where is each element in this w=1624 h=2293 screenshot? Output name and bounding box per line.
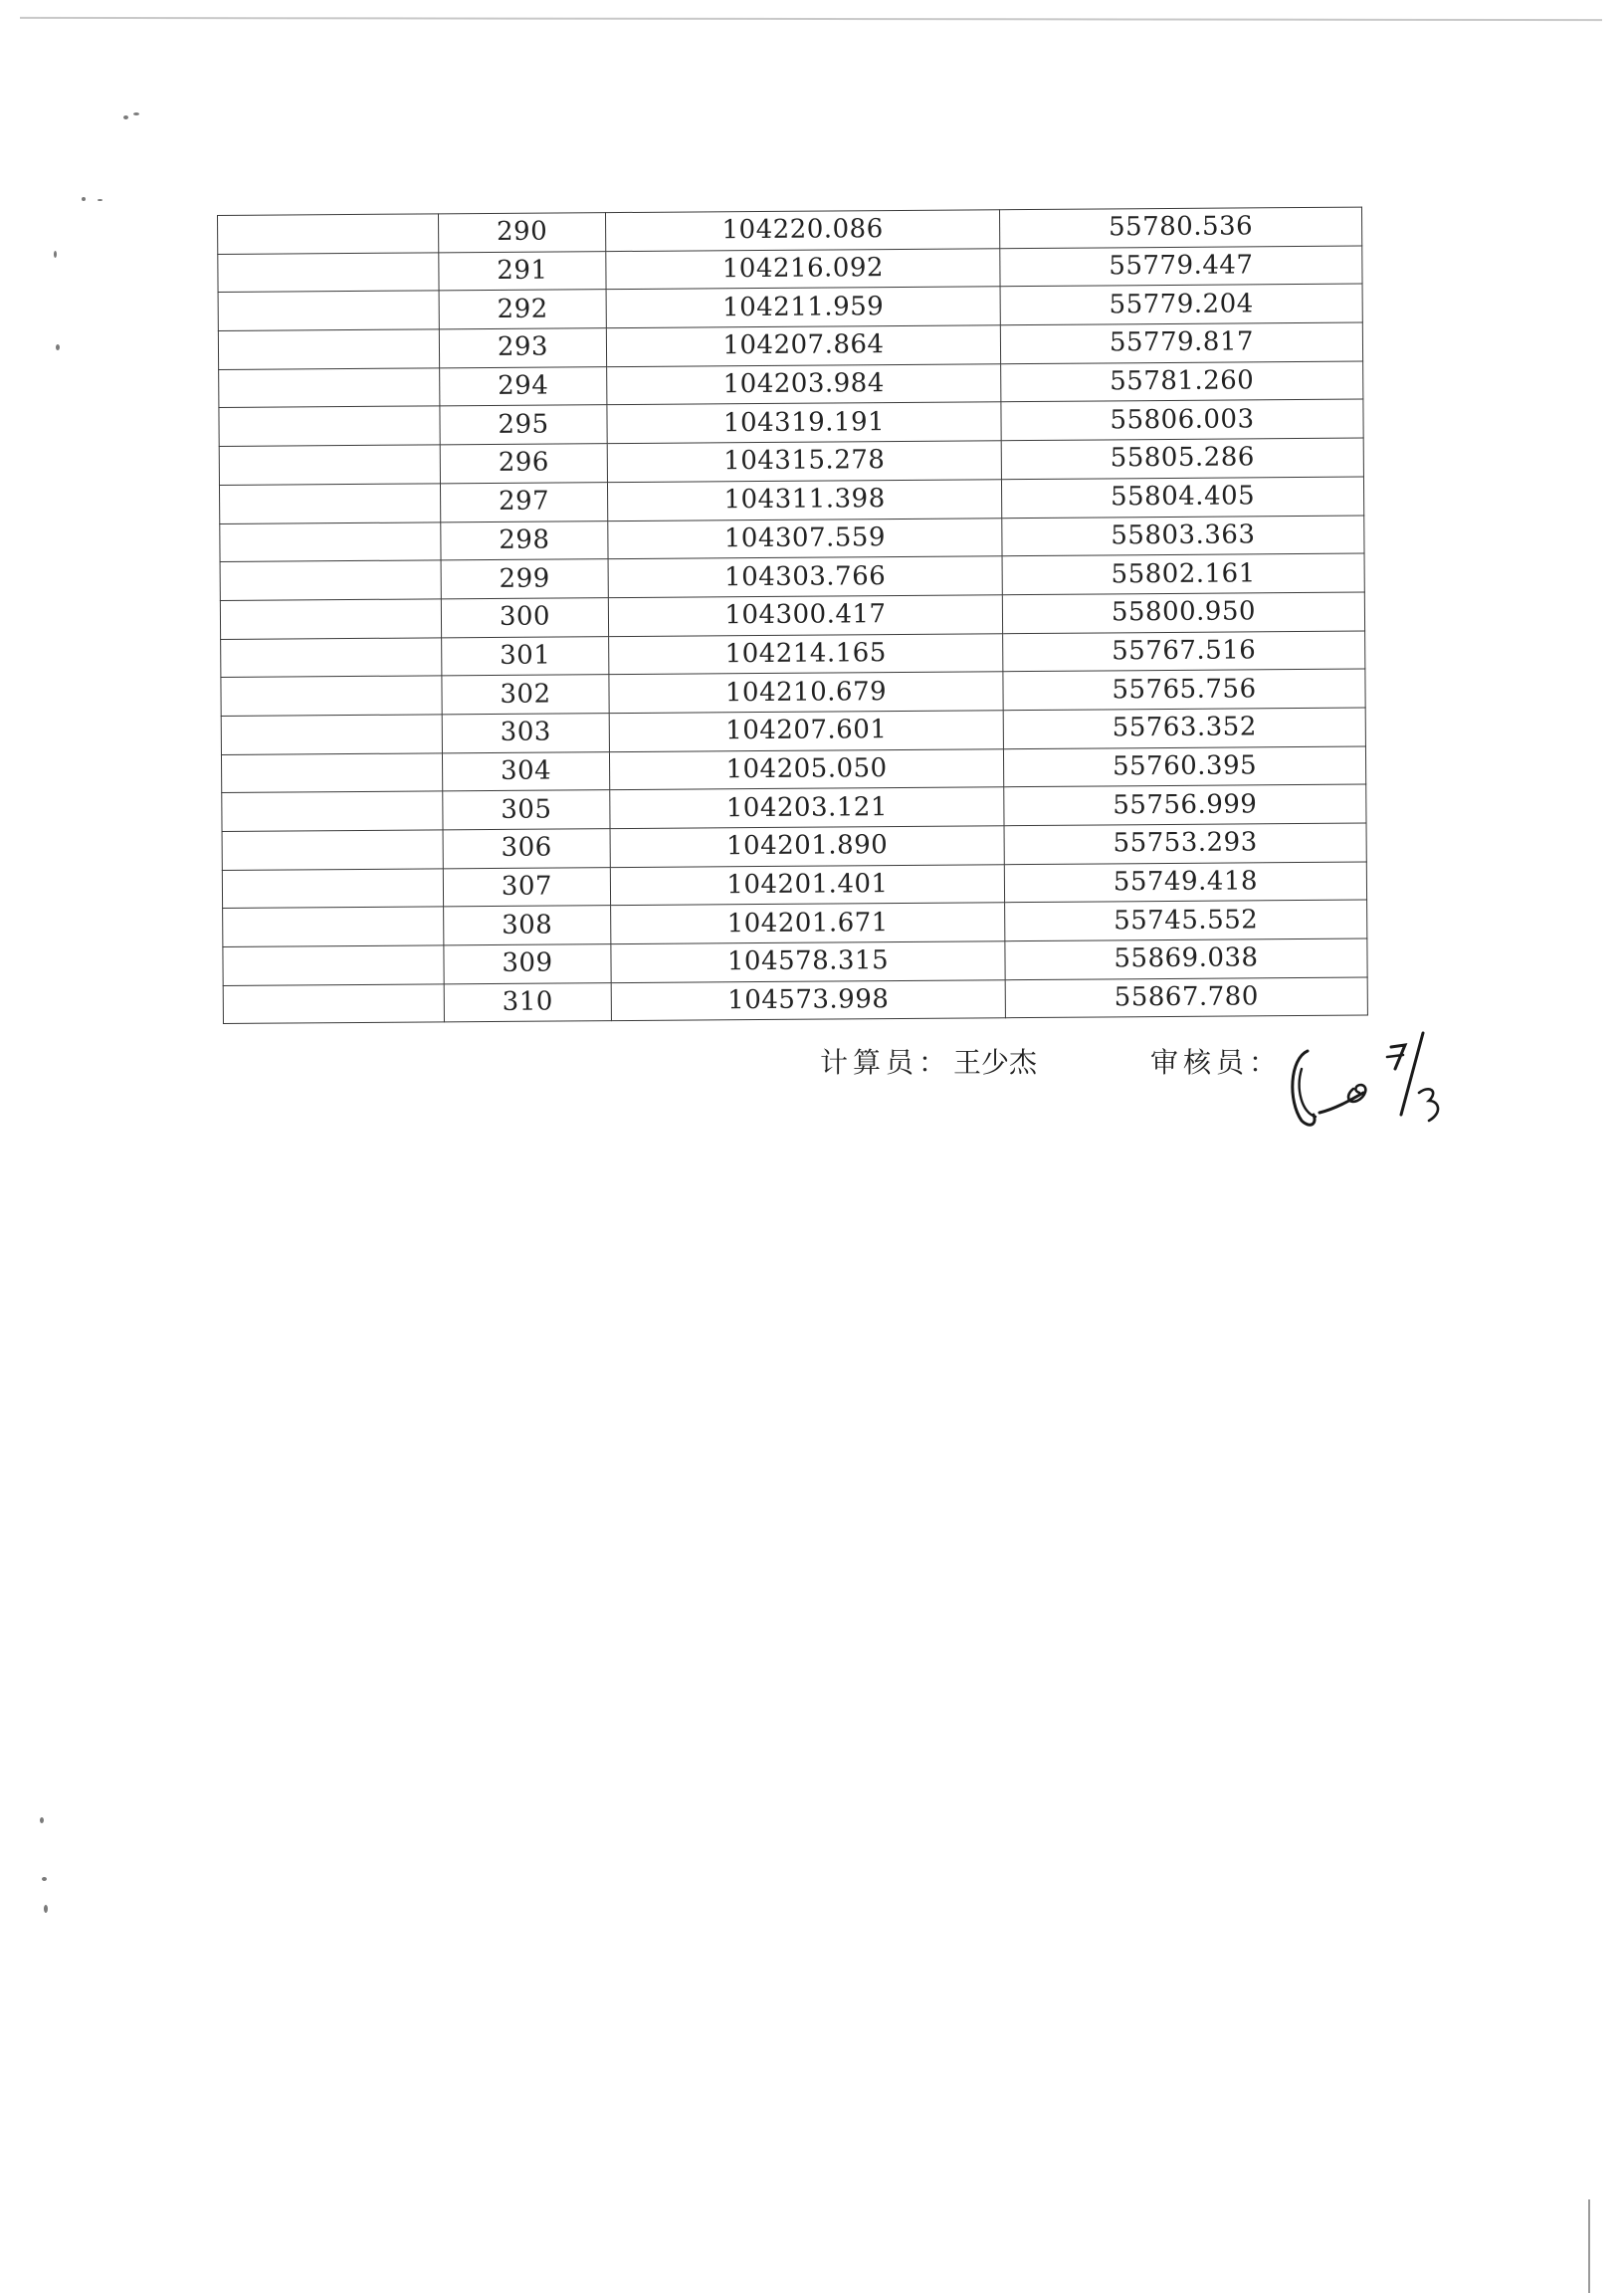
y-coordinate-cell: 55765.756: [1003, 669, 1365, 710]
y-coordinate-cell: 55781.260: [1001, 361, 1363, 402]
label-cell: [223, 945, 444, 985]
label-cell: [219, 368, 440, 408]
label-cell: [223, 907, 444, 946]
point-number-cell: 295: [440, 405, 607, 445]
x-coordinate-cell: 104300.417: [608, 595, 1002, 637]
y-coordinate-cell: 55749.418: [1004, 862, 1366, 903]
coordinate-table: [217, 207, 1368, 1025]
label-cell: [221, 752, 442, 792]
y-coordinate-cell: 55780.536: [999, 207, 1361, 248]
point-number-cell: 293: [439, 328, 606, 368]
x-coordinate-cell: 104205.050: [609, 748, 1003, 790]
point-number-cell: 298: [441, 521, 608, 560]
coordinate-table-body: [218, 207, 1368, 1024]
y-coordinate-cell: 55756.999: [1004, 784, 1366, 825]
x-coordinate-cell: 104214.165: [609, 633, 1003, 675]
y-coordinate-cell: 55806.003: [1001, 399, 1363, 440]
point-number-cell: 304: [442, 751, 609, 791]
calculator-name: 王少杰: [953, 1046, 1038, 1079]
point-number-cell: 296: [440, 444, 607, 484]
point-number-cell: 309: [444, 944, 611, 984]
scan-speck: [82, 197, 86, 201]
x-coordinate-cell: 104311.398: [607, 480, 1001, 521]
y-coordinate-cell: 55805.286: [1001, 438, 1363, 479]
label-cell: [220, 560, 441, 600]
x-coordinate-cell: 104573.998: [611, 979, 1005, 1021]
y-coordinate-cell: 55867.780: [1005, 977, 1367, 1018]
label-cell: [220, 599, 441, 639]
label-cell: [218, 253, 439, 293]
point-number-cell: 294: [440, 366, 607, 406]
scan-speck: [56, 344, 60, 350]
label-cell: [219, 445, 440, 485]
x-coordinate-cell: 104578.315: [611, 941, 1005, 983]
label-cell: [220, 521, 441, 561]
label-cell: [218, 214, 439, 254]
y-coordinate-cell: 55745.552: [1005, 900, 1367, 940]
x-coordinate-cell: 104210.679: [609, 672, 1003, 714]
scan-speck: [54, 251, 57, 258]
point-number-cell: 292: [439, 290, 606, 329]
x-coordinate-cell: 104203.984: [607, 363, 1001, 405]
x-coordinate-cell: 104207.864: [606, 325, 1000, 367]
point-number-cell: 300: [441, 598, 608, 638]
coordinate-sheet: [217, 207, 1367, 1025]
scan-speck: [44, 1905, 48, 1913]
x-coordinate-cell: 104201.890: [610, 826, 1004, 868]
x-coordinate-cell: 104216.092: [606, 248, 1000, 290]
point-number-cell: 301: [442, 636, 609, 676]
point-number-cell: 290: [438, 213, 605, 253]
x-coordinate-cell: 104207.601: [609, 711, 1003, 752]
x-coordinate-cell: 104211.959: [606, 287, 1000, 328]
point-number-cell: 291: [439, 251, 606, 291]
label-cell: [222, 791, 443, 831]
y-coordinate-cell: 55767.516: [1003, 631, 1365, 672]
y-coordinate-cell: 55869.038: [1005, 938, 1367, 979]
scan-right-edge: [1588, 2199, 1590, 2293]
x-coordinate-cell: 104315.278: [607, 441, 1001, 483]
x-coordinate-cell: 104319.191: [607, 402, 1001, 444]
point-number-cell: 299: [441, 559, 608, 599]
label-cell: [221, 715, 442, 754]
y-coordinate-cell: 55804.405: [1001, 477, 1363, 518]
label-cell: [223, 984, 444, 1024]
y-coordinate-cell: 55753.293: [1004, 823, 1366, 864]
point-number-cell: 305: [443, 790, 610, 830]
scan-speck: [98, 199, 102, 201]
label-cell: [222, 869, 443, 909]
x-coordinate-cell: 104203.121: [610, 787, 1004, 829]
scan-speck: [133, 112, 139, 115]
point-number-cell: 310: [444, 982, 611, 1022]
x-coordinate-cell: 104220.086: [605, 210, 999, 252]
x-coordinate-cell: 104201.671: [611, 903, 1005, 944]
y-coordinate-cell: 55760.395: [1003, 746, 1365, 787]
label-cell: [219, 484, 440, 523]
point-number-cell: 307: [443, 867, 610, 907]
point-number-cell: 308: [444, 906, 611, 945]
y-coordinate-cell: 55779.204: [1000, 284, 1362, 324]
calculator-label: 计算员：: [820, 1046, 952, 1079]
x-coordinate-cell: 104201.401: [610, 864, 1004, 906]
x-coordinate-cell: 104307.559: [608, 518, 1002, 559]
label-cell: [219, 406, 440, 446]
reviewer-label: 审核员：: [1150, 1046, 1283, 1079]
scan-speck: [40, 1817, 44, 1823]
reviewer-handwritten-signature: [1284, 1029, 1463, 1139]
label-cell: [218, 329, 439, 369]
point-number-cell: 302: [442, 675, 609, 715]
y-coordinate-cell: 55803.363: [1002, 516, 1364, 556]
table-row: [223, 977, 1367, 1024]
point-number-cell: 303: [442, 714, 609, 753]
signature-line: [0, 1041, 1624, 1150]
scan-speck: [42, 1877, 47, 1881]
label-cell: [221, 637, 442, 677]
y-coordinate-cell: 55763.352: [1003, 708, 1365, 748]
y-coordinate-cell: 55779.817: [1000, 322, 1362, 363]
y-coordinate-cell: 55800.950: [1002, 592, 1364, 633]
scan-speck: [123, 115, 128, 119]
y-coordinate-cell: 55779.447: [1000, 246, 1362, 287]
x-coordinate-cell: 104303.766: [608, 556, 1002, 598]
label-cell: [218, 291, 439, 330]
label-cell: [222, 830, 443, 870]
label-cell: [221, 676, 442, 716]
scan-top-edge: [20, 17, 1602, 21]
point-number-cell: 306: [443, 829, 610, 869]
point-number-cell: 297: [440, 482, 607, 521]
y-coordinate-cell: 55802.161: [1002, 553, 1364, 594]
